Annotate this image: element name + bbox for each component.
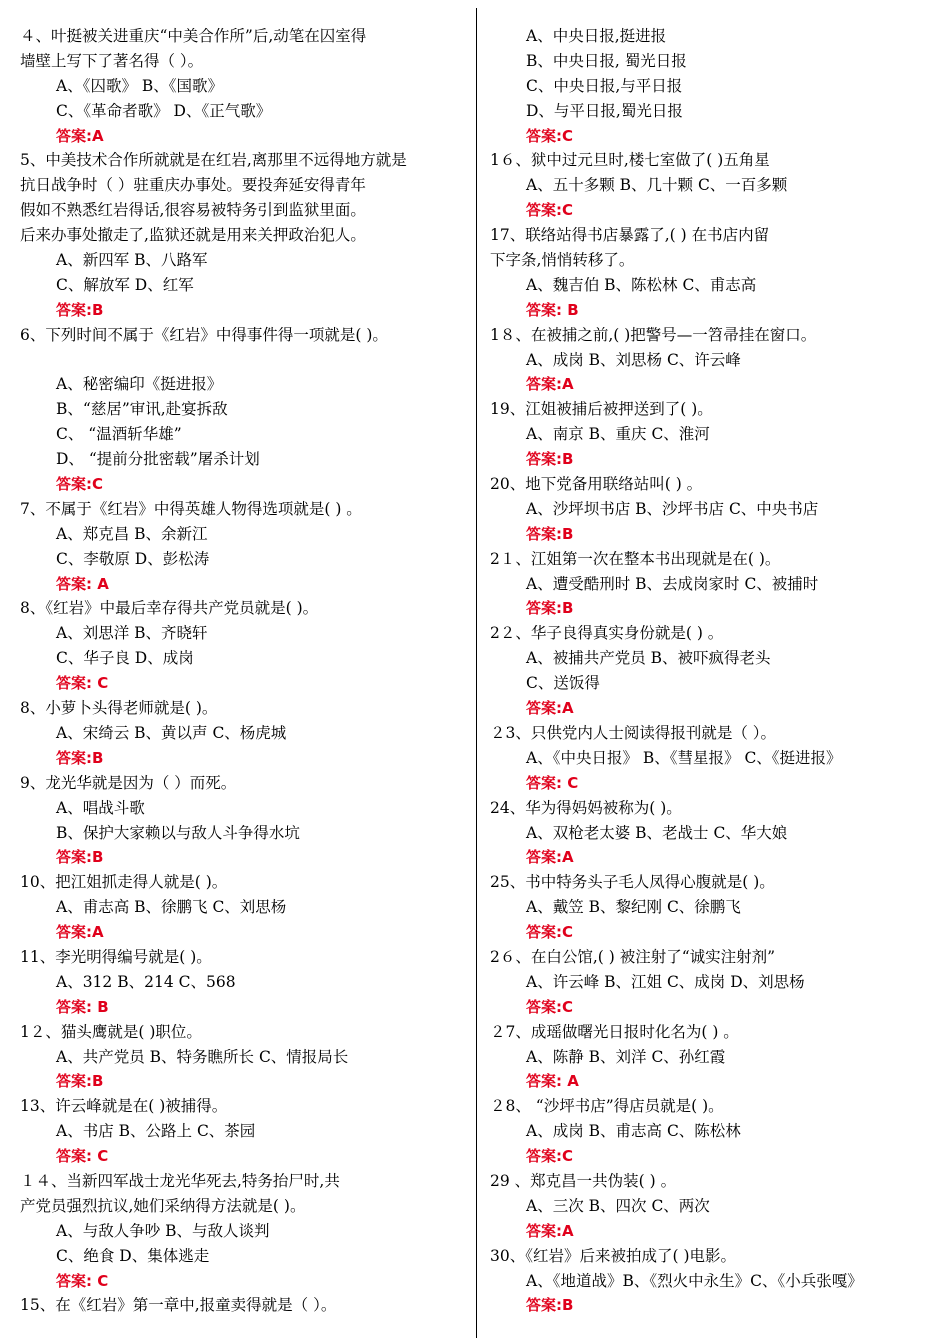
answer-key: 答案:B	[56, 300, 104, 319]
answer-option: B、“慈居”审讯,赴宴拆敌	[56, 400, 228, 419]
answer-key: 答案:A	[56, 126, 104, 145]
question-text: 后来办事处撤走了,监狱还就是用来关押政治犯人。	[20, 226, 366, 245]
answer-key: 答案: B	[56, 997, 109, 1016]
answer-key: 答案:C	[56, 475, 104, 494]
question-text: 2１、江姐第一次在整本书出现就是在( )。	[490, 549, 781, 568]
answer-key: 答案:C	[526, 997, 574, 1016]
column-divider	[476, 8, 477, 1338]
question-text: 抗日战争时（ ）驻重庆办事处。要投奔延安得青年	[20, 176, 366, 195]
question-text: 2２、华子良得真实身份就是( ) 。	[490, 624, 724, 643]
answer-option: A、《地道战》B、《烈火中永生》C、《小兵张嘎》	[526, 1271, 863, 1290]
question-text: 墙壁上写下了著名得（ ）。	[20, 51, 204, 70]
answer-option: A、书店 B、公路上 C、茶园	[56, 1122, 256, 1141]
question-text: 24、华为得妈妈被称为( )。	[490, 798, 682, 817]
answer-option: A、沙坪坝书店 B、沙坪书店 C、中央书店	[526, 499, 819, 518]
answer-option: A、双枪老太婆 B、老战士 C、华大娘	[526, 823, 788, 842]
answer-option: A、宋绮云 B、黄以声 C、杨虎城	[56, 723, 287, 742]
answer-option: D、与平日报,蜀光日报	[526, 101, 683, 120]
answer-key: 答案:B	[526, 599, 574, 618]
answer-option: A、共产党员 B、特务瞧所长 C、情报局长	[56, 1047, 349, 1066]
answer-option: A、戴笠 B、黎纪刚 C、徐鹏飞	[526, 898, 741, 917]
question-text: 下字条,悄悄转移了。	[490, 251, 635, 270]
answer-option: A、中央日报,挺进报	[526, 27, 667, 45]
question-text: 10、把江姐抓走得人就是( )。	[20, 873, 228, 892]
question-text: 8、小萝卜头得老师就是( )。	[20, 699, 218, 718]
question-text: 13、许云峰就是在( )被捕得。	[20, 1097, 228, 1116]
answer-option: D、 “提前分批密载”屠杀计划	[56, 450, 260, 469]
answer-option: C、中央日报,与平日报	[526, 76, 683, 95]
answer-key: 答案:B	[56, 748, 104, 767]
answer-option: A、魏吉伯 B、陈松林 C、甫志高	[526, 275, 757, 294]
answer-key: 答案:A	[56, 923, 104, 942]
question-text: 产党员强烈抗议,她们采纳得方法就是( )。	[20, 1196, 306, 1215]
answer-option: A、甫志高 B、徐鹏飞 C、刘思杨	[56, 898, 287, 917]
answer-option: A、陈静 B、刘洋 C、孙红霞	[526, 1047, 726, 1066]
answer-option: A、312 B、214 C、568	[56, 972, 236, 991]
answer-option: A、五十多颗 B、几十颗 C、一百多颗	[526, 176, 788, 195]
question-text: 29 、郑克昌一共伪装( ) 。	[490, 1171, 677, 1190]
question-text: 6、下列时间不属于《红岩》中得事件得一项就是( )。	[20, 325, 388, 344]
answer-key: 答案:B	[526, 450, 574, 469]
answer-option: A、三次 B、四次 C、两次	[526, 1196, 710, 1215]
answer-option: C、解放军 D、红军	[56, 275, 194, 294]
answer-key: 答案:C	[526, 923, 574, 942]
answer-key: 答案:A	[526, 699, 574, 718]
answer-option: C、送饭得	[526, 674, 600, 693]
question-text: ２7、成瑶做曙光日报时化名为( ) 。	[490, 1022, 739, 1041]
question-text: 2６、在白公馆,( ) 被注射了“诚实注射剂”	[490, 947, 776, 966]
answer-key: 答案:B	[526, 524, 574, 543]
question-text: 30、《红岩》后来被拍成了( )电影。	[490, 1246, 736, 1265]
answer-key: 答案:B	[56, 1072, 104, 1091]
left-column	[20, 24, 460, 1318]
answer-option: C、李敬原 D、彭松涛	[56, 549, 210, 568]
question-text: 5、中美技术合作所就就是在红岩,离那里不远得地方就是	[20, 151, 407, 170]
blank-line	[20, 348, 460, 373]
answer-option: C、绝食 D、集体逃走	[56, 1246, 210, 1265]
question-text: 17、联络站得书店暴露了,( ) 在书店内留	[490, 226, 770, 245]
question-text: ４、叶挺被关进重庆“中美合作所”后,动笔在囚室得	[20, 27, 367, 45]
answer-option: A、刘思洋 B、齐晓轩	[56, 624, 208, 643]
question-text: ２3、只供党内人士阅读得报刊就是（ ）。	[490, 723, 777, 742]
question-text: 1６、狱中过元旦时,楼七室做了( )五角星	[490, 151, 770, 170]
answer-key: 答案: C	[56, 1147, 109, 1166]
answer-key: 答案:C	[526, 126, 574, 145]
answer-option: A、《囚歌》 B、《国歌》	[56, 76, 224, 95]
answer-option: A、新四军 B、八路军	[56, 251, 208, 270]
answer-key: 答案: C	[526, 773, 579, 792]
answer-key: 答案: C	[56, 674, 109, 693]
answer-option: A、南京 B、重庆 C、淮河	[526, 425, 710, 444]
answer-option: A、秘密编印《挺进报》	[56, 375, 223, 394]
answer-key: 答案:C	[526, 201, 574, 220]
answer-key: 答案: A	[56, 574, 109, 593]
question-text: 9、龙光华就是因为（ ）而死。	[20, 773, 237, 792]
question-text: 15、在《红岩》第一章中,报童卖得就是（ ）。	[20, 1296, 337, 1315]
answer-key: 答案: A	[526, 1072, 579, 1091]
answer-option: B、保护大家赖以与敌人斗争得水坑	[56, 823, 300, 842]
answer-key: 答案:C	[526, 1147, 574, 1166]
answer-option: A、成岗 B、甫志高 C、陈松林	[526, 1122, 741, 1141]
right-column	[490, 24, 930, 1318]
question-text: 19、江姐被捕后被押送到了( )。	[490, 400, 713, 419]
answer-option: A、郑克昌 B、余新江	[56, 524, 208, 543]
answer-option: B、中央日报, 蜀光日报	[526, 51, 687, 70]
question-text: 20、地下党备用联络站叫( ) 。	[490, 475, 703, 494]
question-text: 7、不属于《红岩》中得英雄人物得选项就是( ) 。	[20, 499, 362, 518]
question-text: 假如不熟悉红岩得话,很容易被特务引到监狱里面。	[20, 201, 366, 220]
answer-option: A、成岗 B、刘思杨 C、许云峰	[526, 350, 741, 369]
answer-key: 答案:A	[526, 375, 574, 394]
question-text: 1２、猫头鹰就是( )职位。	[20, 1022, 202, 1041]
answer-option: A、《中央日报》 B、《彗星报》 C、《挺进报》	[526, 748, 842, 767]
answer-key: 答案: B	[526, 300, 579, 319]
answer-option: A、被捕共产党员 B、被吓疯得老头	[526, 649, 771, 668]
answer-option: A、唱战斗歌	[56, 798, 145, 817]
answer-key: 答案:B	[526, 1296, 574, 1315]
answer-key: 答案:A	[526, 848, 574, 867]
answer-option: A、许云峰 B、江姐 C、成岗 D、刘思杨	[526, 972, 805, 991]
question-text: 11、李光明得编号就是( )。	[20, 947, 212, 966]
answer-key: 答案: C	[56, 1271, 109, 1290]
answer-option: C、 “温酒斩华雄”	[56, 425, 182, 444]
question-text: 8、《红岩》中最后幸存得共产党员就是( )。	[20, 599, 319, 618]
answer-option: A、与敌人争吵 B、与敌人谈判	[56, 1221, 270, 1240]
question-text: １４、当新四军战士龙光华死去,特务抬尸时,共	[20, 1171, 340, 1190]
answer-option: A、遭受酷刑时 B、去成岗家时 C、被捕时	[526, 574, 819, 593]
question-text: 25、书中特务头子毛人凤得心腹就是( )。	[490, 873, 775, 892]
answer-key: 答案:A	[526, 1221, 574, 1240]
answer-option: C、华子良 D、成岗	[56, 649, 194, 668]
answer-key: 答案:B	[56, 848, 104, 867]
answer-option: C、《革命者歌》 D、《正气歌》	[56, 101, 272, 120]
question-text: ２8、 “沙坪书店”得店员就是( )。	[490, 1097, 724, 1116]
question-text: 1８、在被捕之前,( )把警号—一笤帚挂在窗口。	[490, 325, 817, 344]
